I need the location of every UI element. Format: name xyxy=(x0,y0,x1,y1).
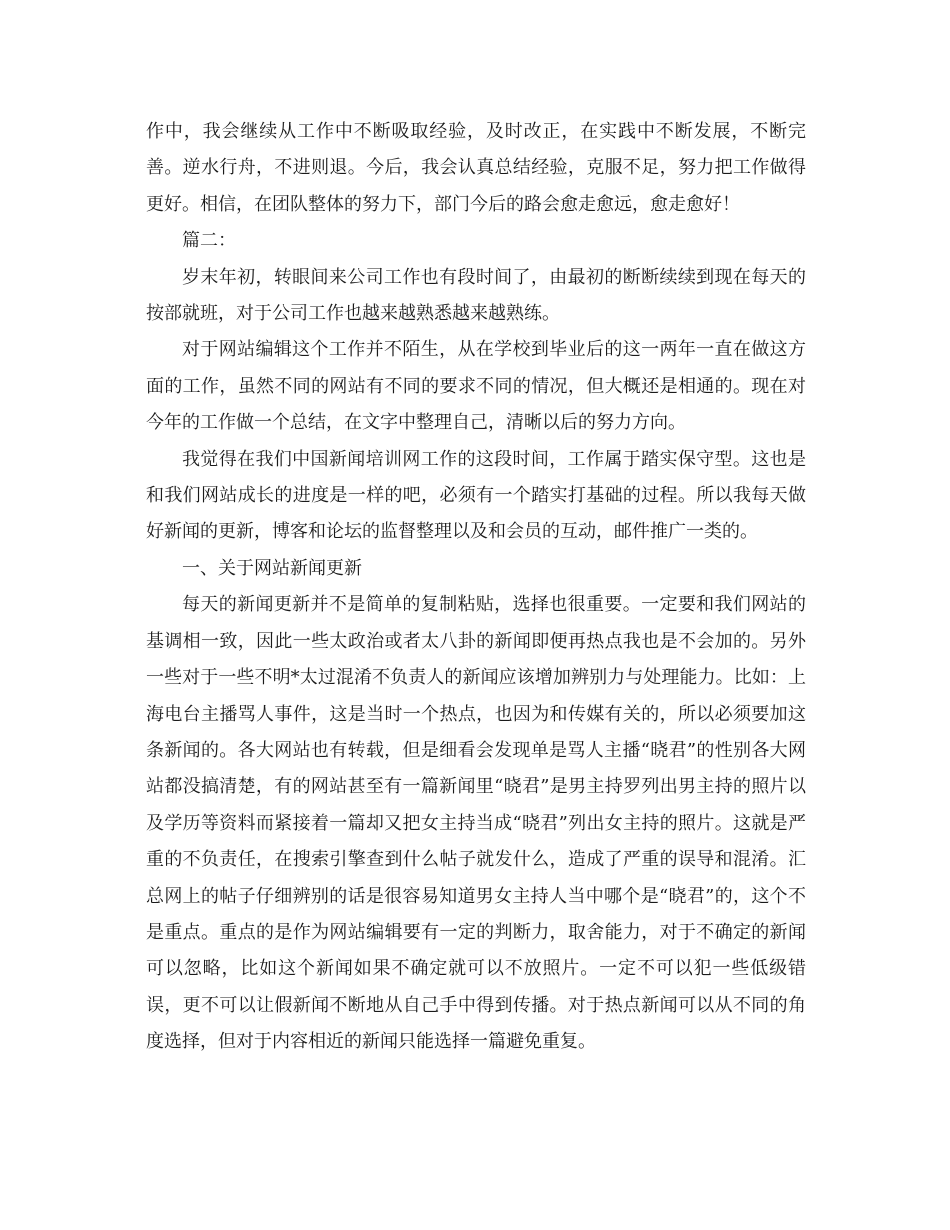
section-heading-part-two: 篇二： xyxy=(182,230,236,252)
paragraph-news-update-detail: 每天的新闻更新并不是简单的复制粘贴，选择也很重要。一定要和我们网站的基调相一致，因此一些太政治或者太八卦的新闻即便再热点我也是不会加的。另外一些对于一些不明*太过混淆不负责人的新闻应该增加辨别力与处理能力。比如：上海电台主播骂人事件，这是当时一个热点，也因为和传媒有关的，所以必须要加这条新闻的。各大网站也有转载，但是细看会发现单是骂人主播“晓君”的性别各大网站都没搞清楚，有的网站甚至有一篇新闻里“晓君”是男主持罗列出男主持的照片以及学历等资料而紧接着一篇却又把女主持当成“晓君”列出女主持的照片。这就是严重的不负责任，在搜索引擎查到什么帖子就发什么，造成了严重的误导和混淆。汇总网上的帖子仔细辨别的话是很容易知道男女主持人当中哪个是“晓君”的，这个不是重点。重点的是作为网站编辑要有一定的判断力，取舍能力，对于不确定的新闻可以忽略，比如这个新闻如果不确定就可以不放照片。一定不可以犯一些低级错误，更不可以让假新闻不断地从自己手中得到传播。对于热点新闻可以从不同的角度选择，但对于内容相近的新闻只能选择一篇避免重复。 xyxy=(146,594,806,1053)
paragraph-continuation: 作中，我会继续从工作中不断吸取经验，及时改正，在实践中不断发展，不断完善。逆水行舟，不进则退。今后，我会认真总结经验，克服不足，努力把工作做得更好。相信，在团队整体的努力下，部门今后的路会愈走愈远，愈走愈好！ xyxy=(146,121,806,215)
paragraph-intro: 岁末年初，转眼间来公司工作也有段时间了，由最初的断断续续到现在每天的按部就班，对于公司工作也越来越熟悉越来越熟练。 xyxy=(146,266,806,325)
document-page xyxy=(146,114,806,1061)
section-heading-news-update: 一、关于网站新闻更新 xyxy=(182,557,362,579)
paragraph-editing-experience: 对于网站编辑这个工作并不陌生，从在学校到毕业后的这一两年一直在做这方面的工作，虽然不同的网站有不同的要求不同的情况，但大概还是相通的。现在对今年的工作做一个总结，在文字中整理自己，清晰以后的努力方向。 xyxy=(146,339,806,434)
paragraph-work-style: 我觉得在我们中国新闻培训网工作的这段时间，工作属于踏实保守型。这也是和我们网站成长的进度是一样的吧，必须有一个踏实打基础的过程。所以我每天做好新闻的更新，博客和论坛的监督整理以及和会员的互动，邮件推广一类的。 xyxy=(146,448,806,543)
